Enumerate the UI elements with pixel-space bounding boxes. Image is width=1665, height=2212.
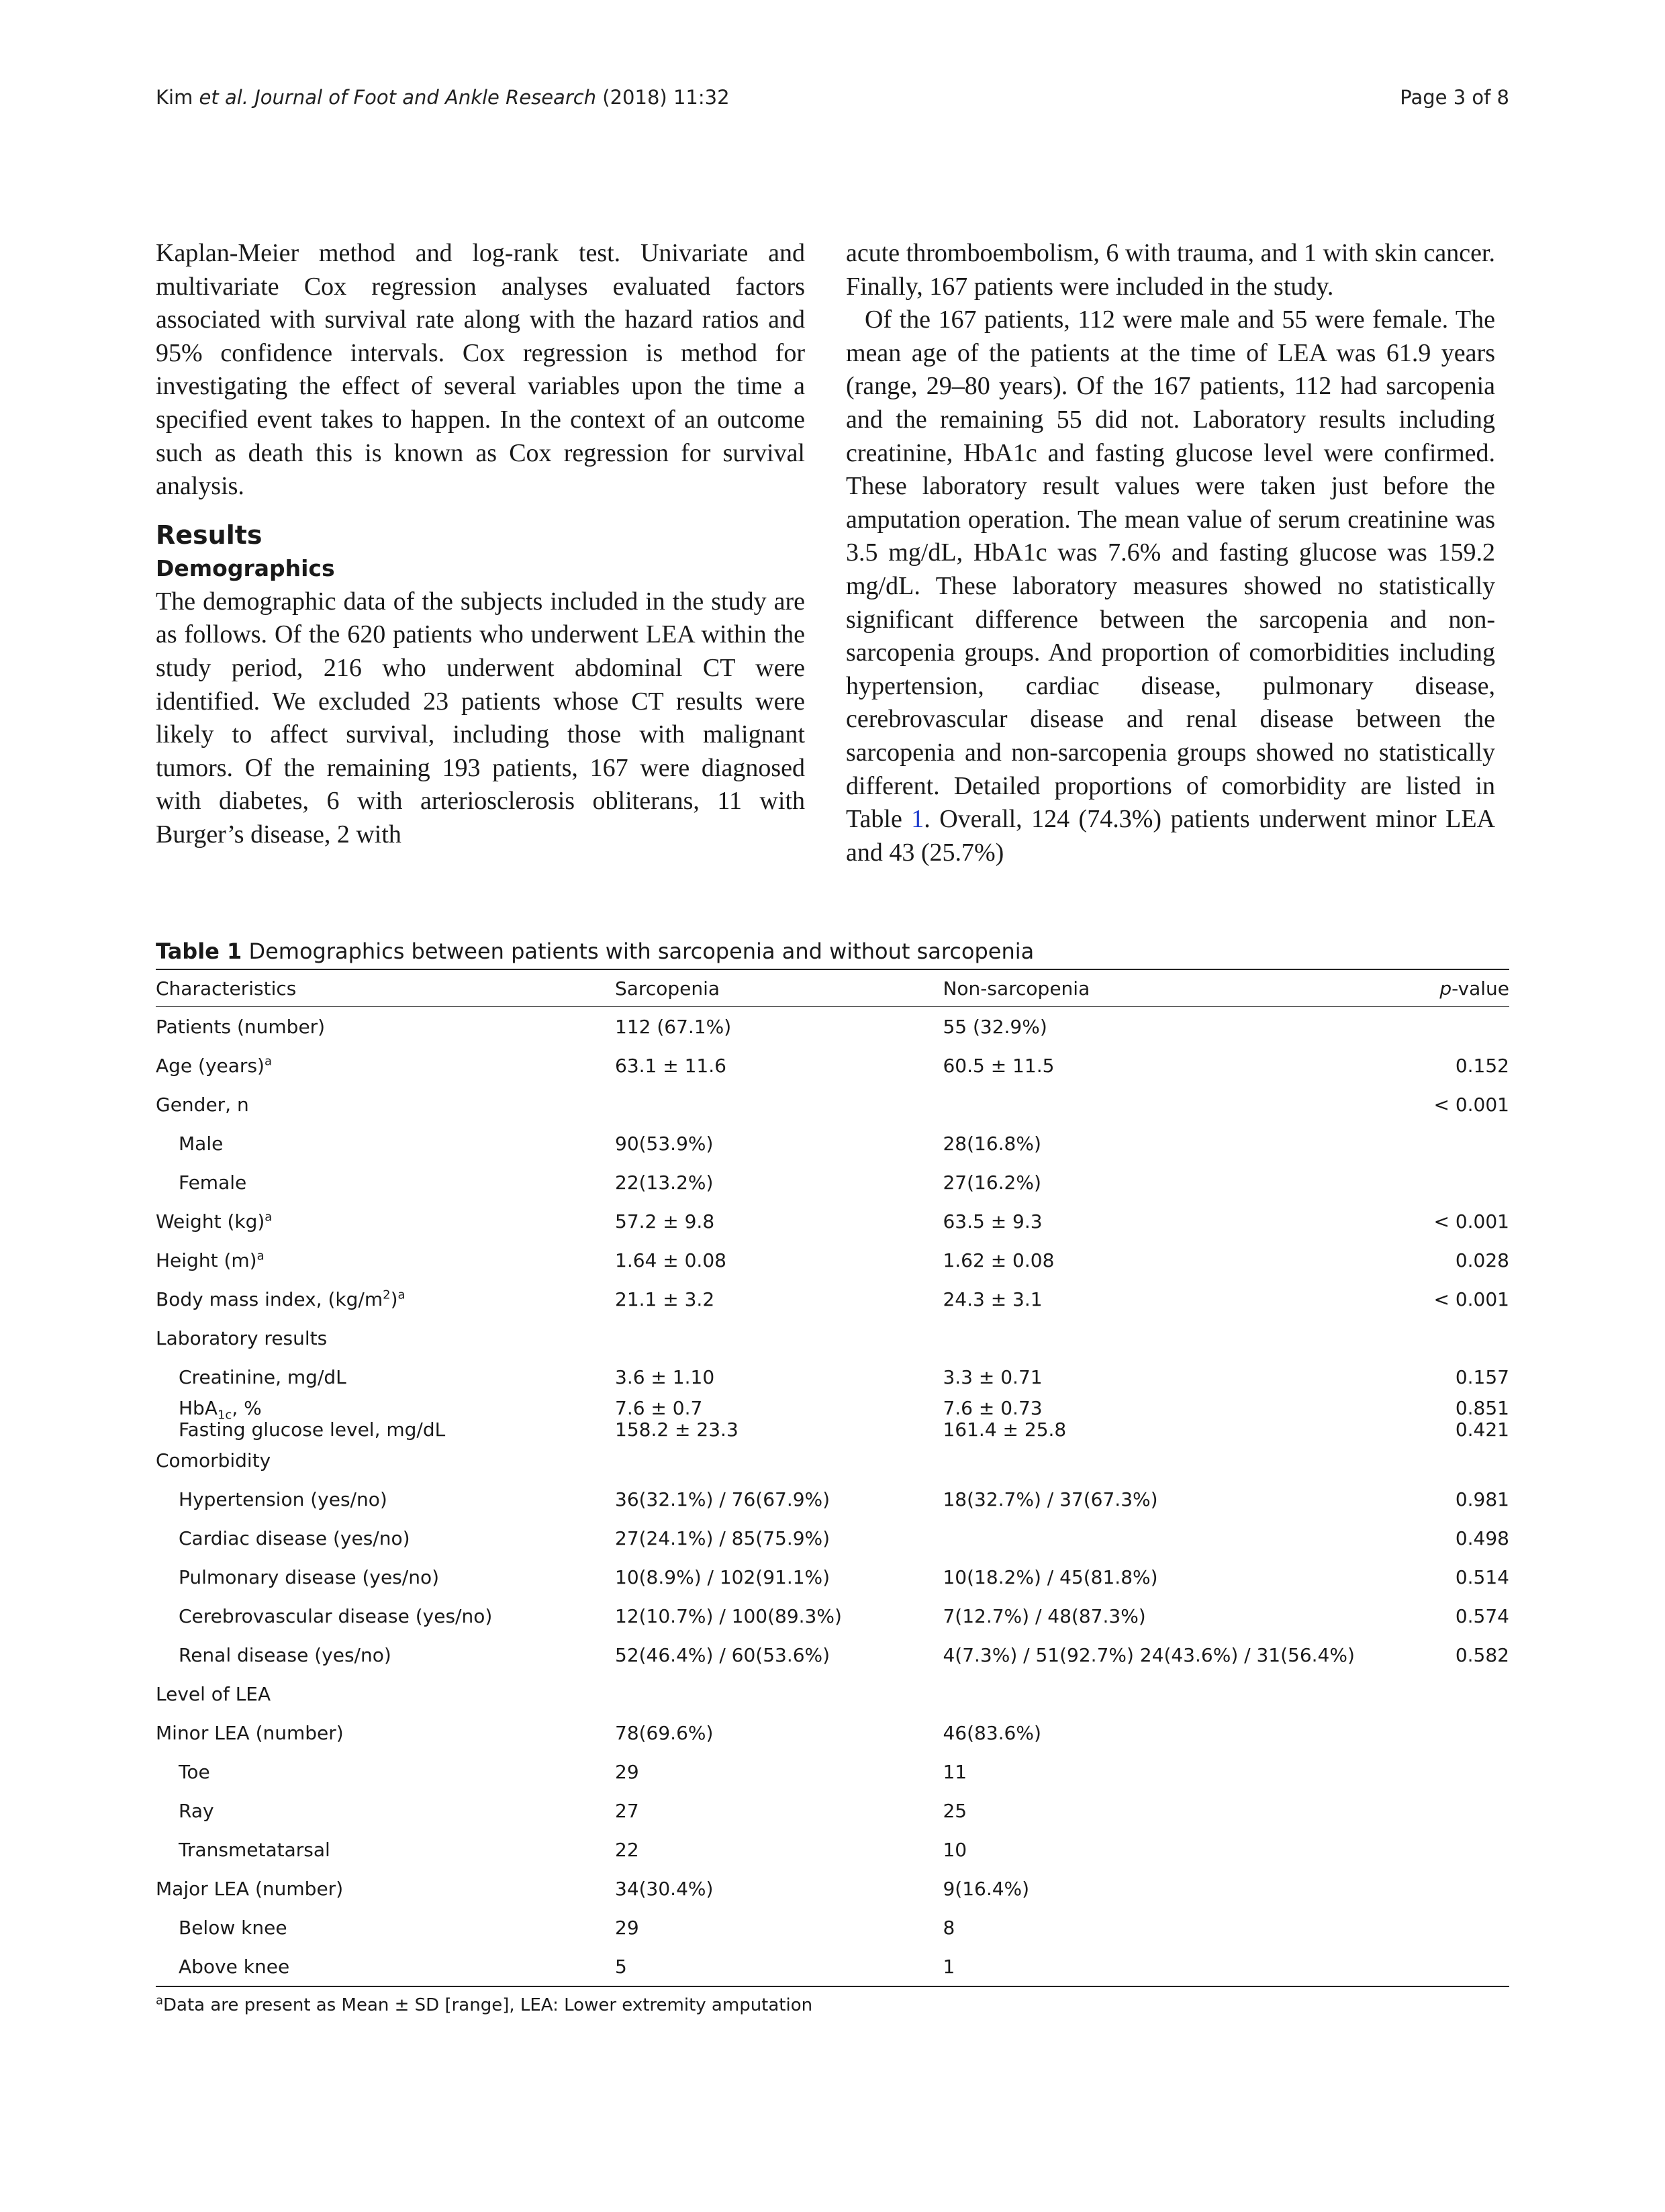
table-row: Female 22(13.2%) 27(16.2%) [179,1171,1041,1194]
table-row: Laboratory results [156,1327,328,1349]
table-row: HbA$_{1c}$, % Fasting glucose level, mg/dL 7.6 ± 0.7 158.2 ± 23.3 7.6 ± 0.73 161.4 ± 25.8 0.851 0.421 [179,1397,1509,1441]
table-row: Major LEA (number) 34(30.4%) 9(16.4%) [156,1877,1030,1900]
table-row: Renal disease (yes/no) 52(46.4%) / 60(53.6%) 4(7.3%) / 51(92.7%) 24(43.6%) / 31(56.4%) 0.582 [179,1643,1509,1666]
table-row: Creatinine, mg/dL 3.6 ± 1.10 3.3 ± 0.71 0.157 [179,1365,1509,1388]
table-row: Below knee 29 8 [179,1916,955,1939]
table-row: Height $(m)^a$ 1.64 ± 0.08 1.62 ± 0.08 0.028 [156,1249,1509,1271]
subsection-heading-demographics: Demographics [156,555,335,581]
table-row: Ray 27 25 [179,1799,967,1822]
table-row: Hypertension (yes/no) 36(32.1%) / 76(67.9%) 18(32.7%) / 37(67.3%) 0.981 [179,1488,1509,1510]
table-footnote: $^a$Data are present as Mean ± SD [range], LEA: Lower extremity amputation [156,1993,813,2015]
header-non-sarcopenia: Non-sarcopenia [943,977,1090,1000]
header-characteristics: Characteristics [156,977,297,1000]
table-caption: Table 1 Demographics between patients with sarcopenia and without sarcopenia [156,939,1035,964]
table-header-row [156,970,1509,1006]
demographics-table [156,970,1509,1986]
table-row: Weight (kg)$^a$ 57.2 ± 9.8 63.5 ± 9.3 < 0.001 [156,1210,1509,1233]
table-row: Body mass index, $(kg/m^2)^a$ 21.1 ± 3.2 24.3 ± 3.1 < 0.001 [156,1288,1509,1310]
section-heading-results: Results [156,520,263,550]
journal-citation: Kim et al. Journal of Foot and Ankle Research (2018) 11:32 [156,86,730,109]
paragraph-patients: Of the 167 patients, 112 were male and 55 were female. The mean age of the patients at the time of LEA was 61.9 years (range, 29–80 years). Of the 167 patients, 112 had sarcopenia and the remaining 55 did not. Laboratory results including creatinine, HbA1c and fasting glucose level were confirmed. These laboratory result values were taken just before the amputation operation. The mean value of serum creatinine was 3.5 mg/dL, HbA1c was 7.6% and fasting glucose was 159.2 mg/dL. These laboratory measures showed no statistically significant difference between the sarcopenia and non-sarcopenia groups. And proportion of comorbidities including hypertension, cardiac disease, pulmonary disease, cerebrovascular disease and renal disease between the sarcopenia and non-sarcopenia groups showed no statistically different. Detailed proportions of comorbidity are listed in Table 1. Overall, 124 (74.3%) patients underwent minor LEA and 43 (25.7%) [846,305,1495,867]
table-row: Transmetatarsal 22 10 [179,1838,967,1861]
table-bottom-rule [156,1986,1509,1987]
table-row: Pulmonary disease (yes/no) 10(8.9%) / 102(91.1%) 10(18.2%) / 45(81.8%) 0.514 [179,1566,1509,1588]
header-sarcopenia: Sarcopenia [615,977,720,1000]
table-row: Level of LEA [156,1682,271,1705]
table-row: Above knee 5 1 [179,1955,955,1978]
table-row: Toe 29 11 [179,1760,967,1783]
header-p-value: p-value [1439,977,1509,1000]
table-row: Minor LEA (number) 78(69.6%) 46(83.6%) [156,1721,1041,1744]
running-header [156,86,1509,109]
table-row: Cardiac disease (yes/no) 27(24.1%) / 85(75.9%) 0.498 [179,1527,1509,1549]
table-row: Age (years)$^a$ 63.1 ± 11.6 60.5 ± 11.5 0.152 [156,1054,1509,1077]
table-row: Patients (number) 112 (67.1%) 55 (32.9%) [156,1015,1047,1038]
table-row: Comorbidity [156,1449,271,1472]
paragraph-methods-end: Kaplan-Meier method and log-rank test. Univariate and multivariate Cox regression analyses evaluated factors associated with survival rate along with the hazard ratios and 95% confidence intervals. Cox regression is method for investigating the effect of several variables upon the time a specified event takes to happen. In the context of an outcome such as death this is known as Cox regression for survival analysis. [156,239,805,501]
table-row: Male 90(53.9%) 28(16.8%) [179,1132,1041,1155]
table-1-link[interactable]: 1 [911,805,924,834]
paragraph-continued: acute thromboembolism, 6 with trauma, and 1 with skin cancer. Finally, 167 patients were included in the study. [846,239,1495,301]
left-column [156,237,805,852]
page-number: Page 3 of 8 [1400,86,1509,109]
table-row: Gender, n < 0.001 [156,1093,1509,1116]
table-1 [156,936,1509,2015]
paragraph-demographics: The demographic data of the subjects included in the study are as follows. Of the 620 patients who underwent LEA within the study period, 216 who underwent abdominal CT were identified. We excluded 23 patients whose CT results were likely to affect survival, including those with malignant tumors. Of the remaining 193 patients, 167 were diagnosed with diabetes, 6 with arteriosclerosis obliterans, 11 with Burger’s disease, 2 with [156,587,805,849]
table-row: Cerebrovascular disease (yes/no) 12(10.7%) / 100(89.3%) 7(12.7%) / 48(87.3%) 0.574 [179,1604,1509,1627]
right-column [846,237,1495,869]
